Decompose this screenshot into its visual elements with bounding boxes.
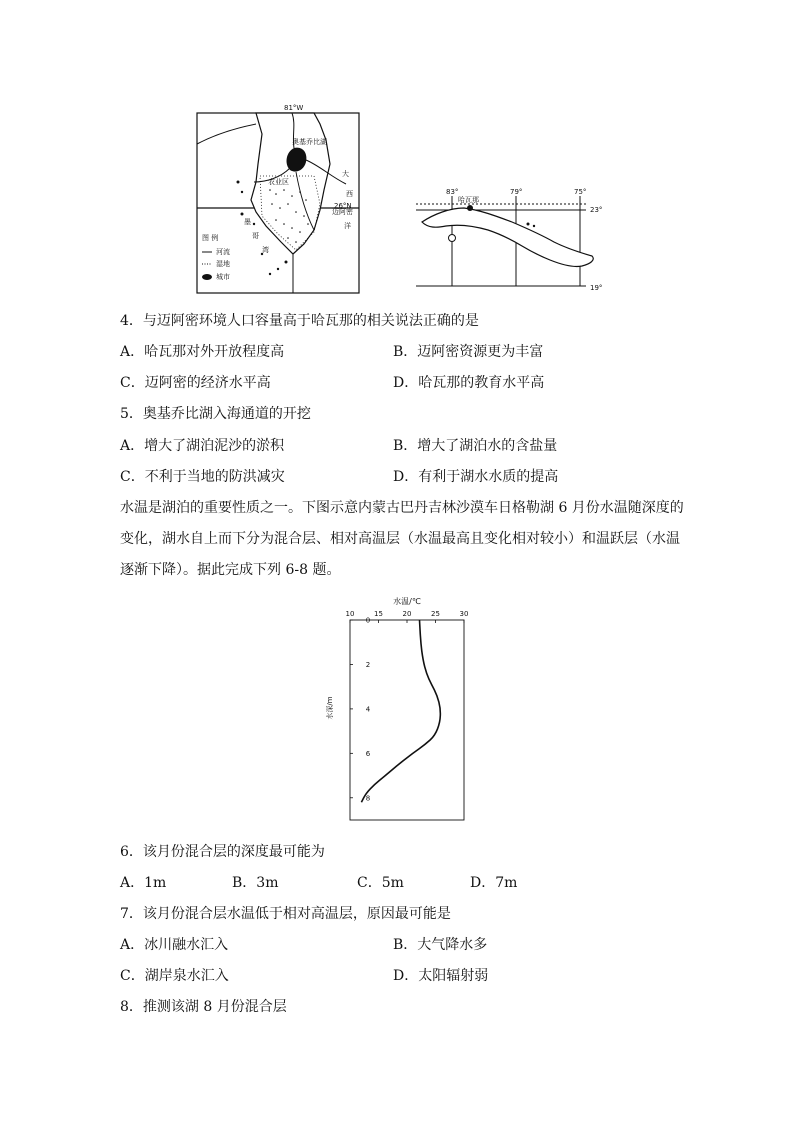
x-tick-label: 30 — [459, 610, 469, 618]
svg-text:湿地: 湿地 — [216, 260, 230, 268]
svg-text:城市: 城市 — [216, 273, 230, 281]
y-tick-label: 6 — [365, 749, 371, 758]
x-tick-label: 20 — [402, 610, 412, 618]
lon-label-79: 79° — [510, 188, 523, 196]
q5-option-c: C．不利于当地的防洪减灾 — [120, 469, 285, 485]
chart-ylabel: 水深/m — [326, 696, 334, 720]
q4-option-b: B．迈阿密资源更为丰富 — [393, 344, 544, 360]
q4-stem: 4．与迈阿密环境人口容量高于哈瓦那的相关说法正确的是 — [120, 313, 479, 329]
q7-option-d: D．太阳辐射弱 — [393, 968, 489, 984]
q7-option-b: B．大气降水多 — [393, 937, 488, 953]
lon-label-83: 83° — [446, 188, 459, 196]
cuba-island — [422, 208, 593, 267]
svg-text:图 例: 图 例 — [202, 234, 219, 242]
q6-option-c: C．5m — [357, 875, 404, 891]
q7-stem: 7．该月份混合层水温低于相对高温层，原因最可能是 — [120, 906, 451, 922]
place-label-agri: 农业区 — [268, 178, 289, 186]
q6-option-a: A．1m — [120, 875, 167, 891]
series-line — [361, 620, 440, 802]
q7-option-a: A．冰川融水汇入 — [120, 937, 229, 953]
lat-label-19: 19° — [590, 284, 603, 292]
water-temp-chart — [322, 594, 472, 824]
x-tick-label: 10 — [345, 610, 355, 618]
q8-stem: 8．推测该湖 8 月份混合层 — [120, 999, 287, 1015]
q4-option-c: C．迈阿密的经济水平高 — [120, 375, 271, 391]
q7-option-c: C．湖岸泉水汇入 — [120, 968, 229, 984]
place-label-ocean-1: 大 — [342, 170, 349, 178]
lat-label: 26°N — [334, 202, 352, 210]
y-tick-label: 2 — [365, 660, 371, 669]
florida-map — [196, 104, 360, 294]
q4-option-d: D．哈瓦那的教育水平高 — [393, 375, 545, 391]
svg-text:河流: 河流 — [216, 248, 230, 256]
city-label-havana: 哈瓦那 — [458, 196, 479, 204]
chart-title: 水温/℃ — [393, 597, 421, 606]
x-tick-label: 15 — [374, 610, 383, 618]
plot-frame — [350, 620, 464, 820]
lon-label-75: 75° — [574, 188, 587, 196]
place-label-gulf-2: 哥 — [252, 232, 259, 240]
q6-stem: 6．该月份混合层的深度最可能为 — [120, 844, 325, 860]
place-label-gulf-3: 湾 — [262, 246, 269, 254]
q5-option-d: D．有利于湖水水质的提高 — [393, 469, 559, 485]
cuba-map — [414, 186, 608, 294]
q5-option-b: B．增大了湖泊水的含盐量 — [393, 438, 558, 454]
lat-label-23: 23° — [590, 206, 603, 214]
q4-option-a: A．哈瓦那对外开放程度高 — [120, 344, 285, 360]
y-tick-label: 8 — [365, 794, 371, 803]
y-tick-label: 0 — [365, 616, 371, 625]
place-label-gulf-1: 墨 — [244, 218, 251, 226]
q6-option-d: D．7m — [470, 875, 518, 891]
intro-line-3: 逐渐下降）。据此完成下列 6-8 题。 — [120, 562, 341, 578]
q6-option-b: B．3m — [232, 875, 279, 891]
intro-line-2: 变化，湖水自上而下分为混合层、相对高温层（水温最高且变化相对较小）和温跃层（水温 — [120, 531, 680, 547]
place-label-ocean-2: 西 — [346, 190, 353, 198]
place-label-ocean-3: 洋 — [344, 222, 351, 230]
place-label-lake: 奥基乔比湖 — [292, 138, 327, 146]
intro-line-1: 水温是湖泊的重要性质之一。下图示意内蒙古巴丹吉林沙漠车日格勒湖 6 月份水温随深度的 — [120, 500, 684, 516]
x-tick-label: 25 — [431, 610, 440, 618]
y-tick-label: 4 — [365, 705, 371, 714]
q5-option-a: A．增大了湖泊泥沙的淤积 — [120, 438, 285, 454]
lon-label: 81°W — [284, 104, 304, 112]
q5-stem: 5．奥基乔比湖入海通道的开挖 — [120, 406, 311, 422]
place-label-miami: 迈阿密 — [332, 208, 353, 216]
